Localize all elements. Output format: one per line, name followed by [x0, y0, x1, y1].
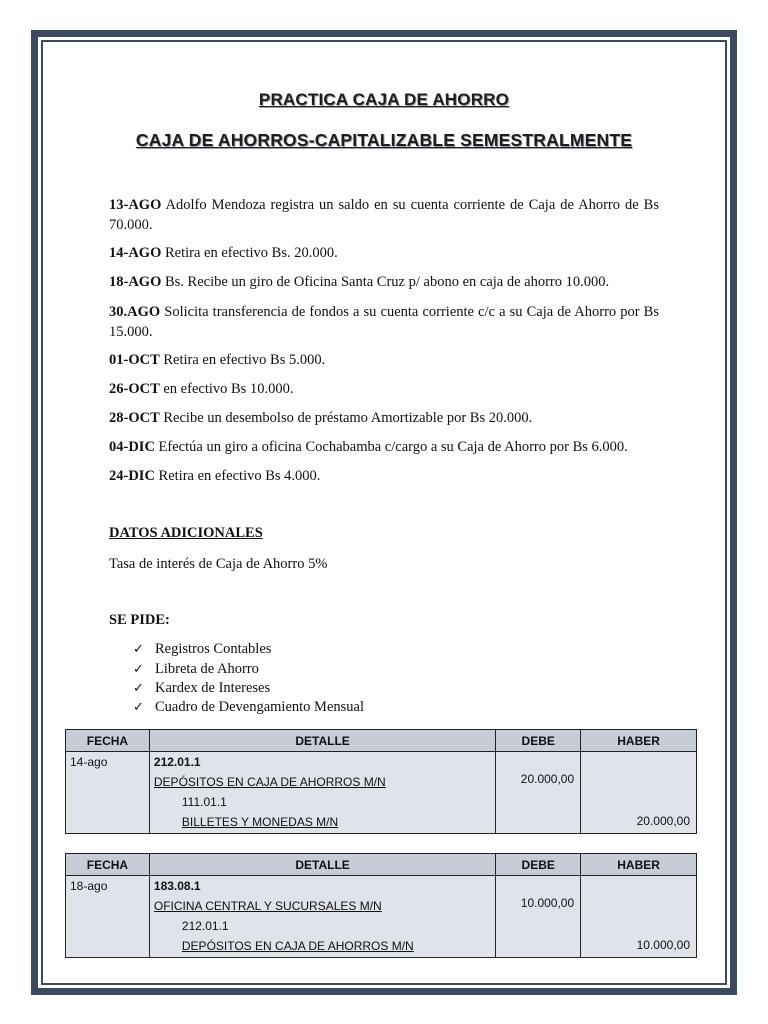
entry-26-oct: 26-OCT en efectivo Bs 10.000. — [109, 381, 294, 397]
request-heading: SE PIDE: — [109, 612, 170, 628]
debit-code: 212.01.1 — [153, 755, 201, 769]
table-row — [66, 752, 697, 834]
header-fecha: FECHA — [66, 730, 150, 752]
request-item: ✓ Libreta de Ahorro — [133, 661, 259, 677]
additional-heading: DATOS ADICIONALES — [109, 525, 263, 541]
document-subtitle: CAJA DE AHORROS-CAPITALIZABLE SEMESTRALMENTE — [135, 130, 633, 150]
header-fecha: FECHA — [66, 854, 150, 876]
cell-detail — [149, 752, 495, 834]
entry-14-ago: 14-AGO Retira en efectivo Bs. 20.000. — [109, 245, 338, 261]
cell-date: 18-ago — [66, 876, 150, 958]
checkmark-icon: ✓ — [133, 681, 144, 696]
cell-detail — [149, 876, 495, 958]
entry-18-ago: 18-AGO Bs. Recibe un giro de Oficina Santa Cruz p/ abono en caja de ahorro 10.000. — [109, 274, 610, 290]
entry-13-ago: 13-AGO Adolfo Mendoza registra un saldo en su cuenta corriente de Caja de Ahorro de Bs 70.000. — [109, 197, 659, 233]
table-header-row — [66, 730, 697, 752]
checkmark-icon: ✓ — [133, 642, 144, 657]
credit-account: DEPÓSITOS EN CAJA DE AHORROS M/N — [181, 939, 414, 953]
entry-28-oct: 28-OCT Recibe un desembolso de préstamo Amortizable por Bs 20.000. — [109, 410, 533, 426]
debit-code: 183.08.1 — [153, 879, 201, 893]
entry-24-dic: 24-DIC Retira en efectivo Bs 4.000. — [109, 468, 321, 484]
header-debe: DEBE — [496, 730, 581, 752]
cell-date: 14-ago — [66, 752, 150, 834]
document-title: PRACTICA CAJA DE AHORRO — [258, 90, 510, 109]
entry-01-oct: 01-OCT Retira en efectivo Bs 5.000. — [109, 352, 326, 368]
checkmark-icon: ✓ — [133, 700, 144, 715]
ledger-table-2 — [65, 853, 697, 958]
header-detalle: DETALLE — [149, 730, 495, 752]
cell-debe: 20.000,00 — [496, 752, 581, 834]
cell-haber: 20.000,00 — [581, 752, 697, 834]
debit-account: OFICINA CENTRAL Y SUCURSALES M/N — [153, 899, 382, 913]
cell-debe: 10.000,00 — [496, 876, 581, 958]
request-item: ✓ Kardex de Intereses — [133, 680, 271, 696]
cell-haber: 10.000,00 — [581, 876, 697, 958]
credit-code: 212.01.1 — [181, 919, 229, 933]
request-item: ✓ Cuadro de Devengamiento Mensual — [133, 699, 364, 715]
table-row — [66, 876, 697, 958]
debit-account: DEPÓSITOS EN CAJA DE AHORROS M/N — [153, 775, 386, 789]
page-border-inner — [41, 40, 727, 985]
header-debe: DEBE — [496, 854, 581, 876]
request-item: ✓ Registros Contables — [133, 641, 272, 657]
table-header-row — [66, 854, 697, 876]
ledger-table-1 — [65, 729, 697, 834]
header-haber: HABER — [581, 730, 697, 752]
additional-text: Tasa de interés de Caja de Ahorro 5% — [109, 556, 328, 572]
header-detalle: DETALLE — [149, 854, 495, 876]
credit-account: BILLETES Y MONEDAS M/N — [181, 815, 339, 829]
checkmark-icon: ✓ — [133, 662, 144, 677]
entry-30-ago: 30.AGO Solicita transferencia de fondos a su cuenta corriente c/c a su Caja de Ahorro por Bs 15.000. — [109, 304, 659, 340]
header-haber: HABER — [581, 854, 697, 876]
entry-04-dic: 04-DIC Efectúa un giro a oficina Cochabamba c/cargo a su Caja de Ahorro por Bs 6.000. — [109, 439, 628, 455]
credit-code: 111.01.1 — [181, 795, 227, 809]
